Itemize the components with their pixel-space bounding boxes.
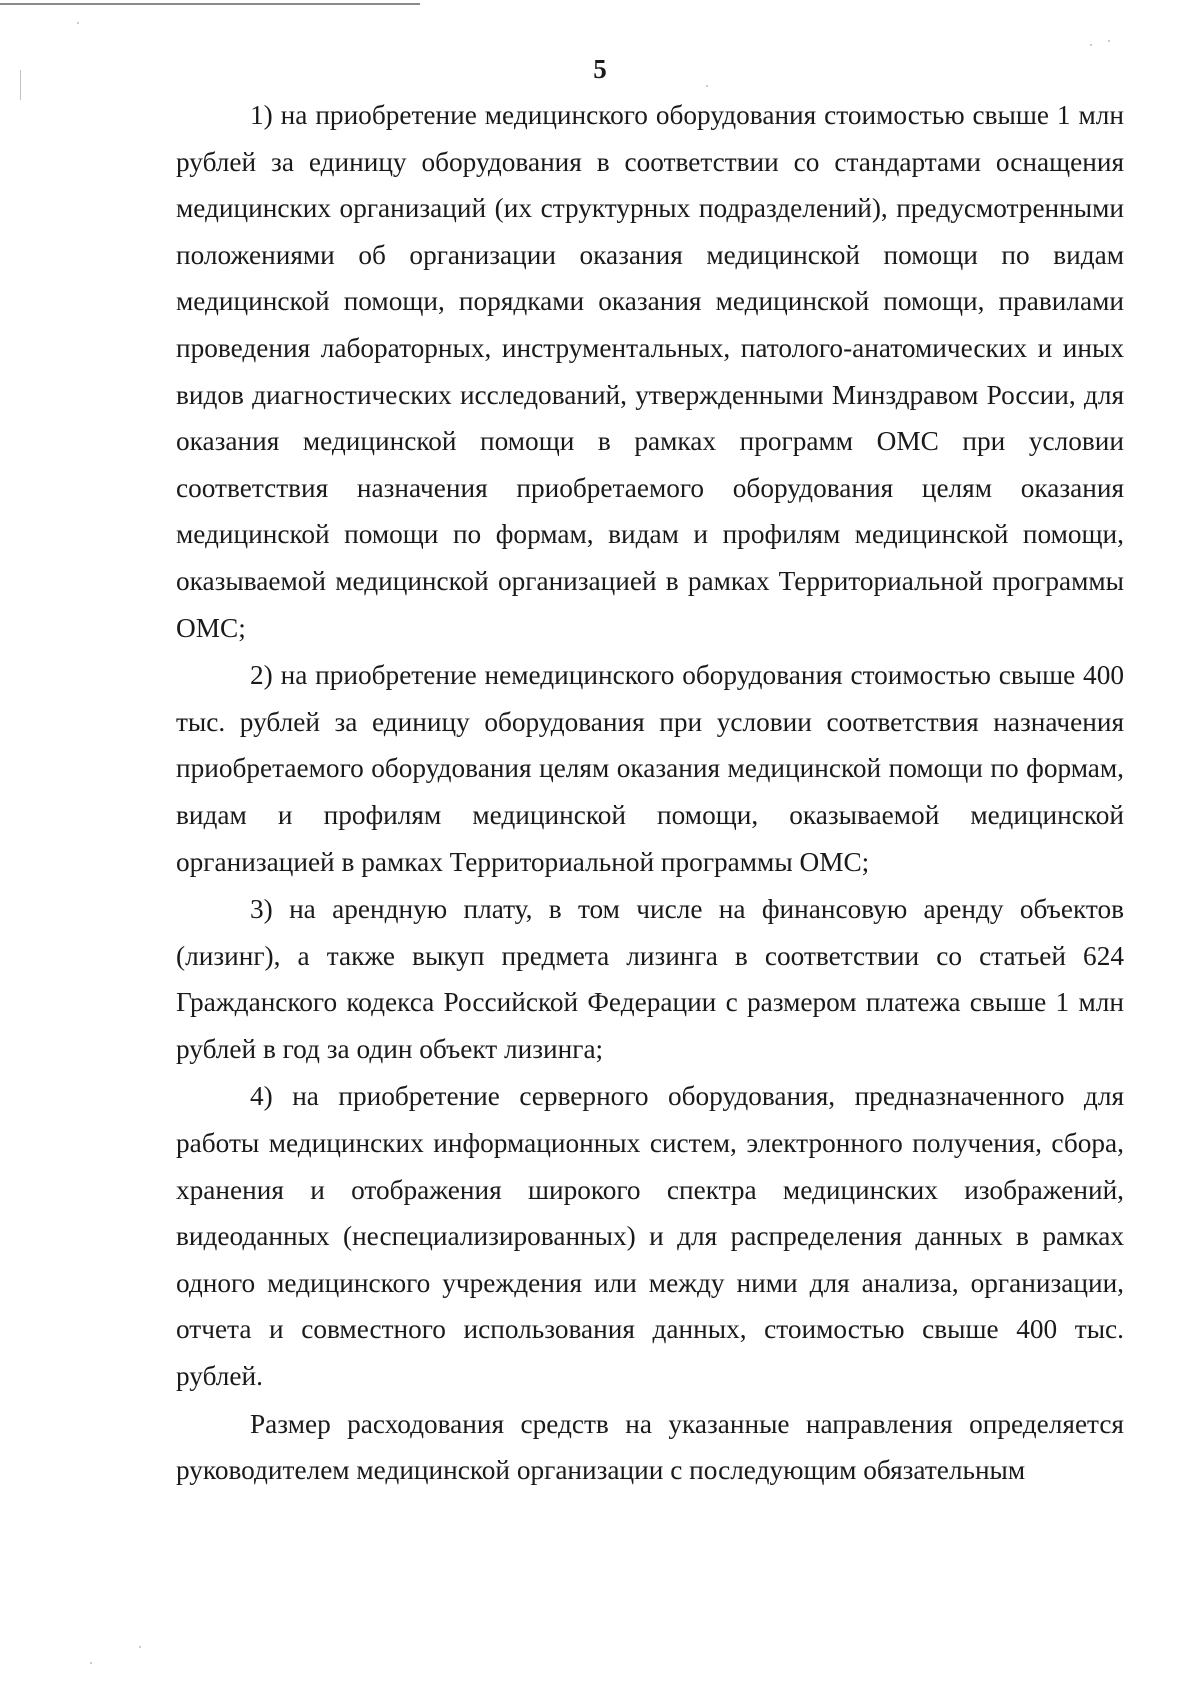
scan-artifact-line [0,3,420,5]
body-text [176,92,1124,1494]
paragraph-item-1: 1) на приобретение медицинского оборудования стоимостью свыше 1 млн рублей за единицу оборудования в соответствии со стандартами оснащения медицинских организаций (их структурных подразделений), предусмотренными положениями об организации оказания медицинской помощи по видам медицинской помощи, порядками оказания медицинской помощи, правилами проведения лабораторных, инструментальных, патолого-анатомических и иных видов диагностических исследований, утвержденными Минздравом России, для оказания медицинской помощи в рамках программ ОМС при условии соответствия назначения приобретаемого оборудования целям оказания медицинской помощи по формам, видам и профилям медицинской помощи, оказываемой медицинской организацией в рамках Территориальной программы ОМС; [176,100,1124,643]
scan-speck [77,22,79,24]
paragraph-item-3: 3) на арендную плату, в том числе на финансовую аренду объектов (лизинг), а также выкуп предмета лизинга в соответствии со статьей 624 Гражданского кодекса Российской Федерации с размером платежа свыше 1 млн рублей в год за один объект лизинга; [176,894,1124,1064]
scan-speck [1090,44,1092,46]
paragraph-item-2: 2) на приобретение немедицинского оборудования стоимостью свыше 400 тыс. рублей за единицу оборудования при условии соответствия назначения приобретаемого оборудования целям оказания медицинской помощи по формам, видам и профилям медицинской помощи, оказываемой медицинской организацией в рамках Территориальной программы ОМС; [176,660,1124,877]
paragraph-item-4: 4) на приобретение серверного оборудования, предназначенного для работы медицинских информационных систем, электронного получения, сбора, хранения и отображения широкого спектра медицинских изображений, видеоданных (неспециализированных) и для распределения данных в рамках одного медицинского учреждения или между ними для анализа, организации, отчета и совместного использования данных, стоимостью свыше 400 тыс. рублей. [176,1081,1124,1392]
scan-speck [1108,40,1110,42]
scan-speck [706,85,708,87]
scan-speck [90,1662,92,1664]
scan-speck [139,1646,141,1648]
page-number: 5 [593,54,607,84]
paragraph-closing: Размер расходования средств на указанные направления определяется руководителем медицинской организации с последующим обязательным [176,1408,1124,1486]
